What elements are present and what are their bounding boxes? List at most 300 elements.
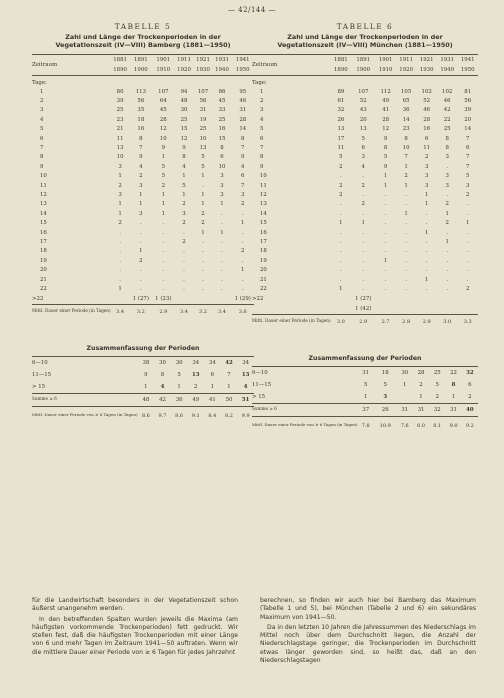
table-cell: 13 [337,126,345,133]
mean2-cell: 9.0 [445,416,461,435]
table-cell: 28 [382,116,390,123]
table-cell: 5 [466,173,470,180]
table-cell: . [384,285,387,292]
year-end: 1930 [196,67,210,73]
table-cell: . [446,191,449,198]
geq22-label: >22 [252,295,264,302]
table-cell: 64 [159,98,167,105]
table-cell: 1 [139,201,143,208]
table-cell: 16 [218,126,226,133]
table-cell: 7 [139,145,143,152]
table-cell: . [425,267,428,274]
summary-cell: 32 [466,369,474,376]
summary-cell: 30 [401,369,409,376]
table-cell: 1 [241,267,245,274]
page-number: — 42/144 — [227,6,277,14]
summe-cell: 37 [358,403,374,416]
table-cell: 10 [218,163,226,170]
table-cell: 2 [241,201,245,208]
table-6-label: TABELLE 6 [336,22,394,31]
table-cell: 3 [220,182,224,189]
table-row [32,134,254,143]
table-cell: 46 [423,107,431,114]
table-cell: 2 [118,182,122,189]
table-cell: . [425,238,428,245]
table-cell: 6 [466,145,470,152]
day-count: 5 [260,126,264,133]
table-row [252,96,478,105]
table-cell: 1 [161,201,165,208]
table-cell: 7 [466,135,470,142]
table-cell: 5 [383,154,388,161]
day-count: 9 [260,163,264,170]
table-cell: 10 [159,135,167,142]
table-cell: 1 [424,276,429,283]
table-row [252,218,478,227]
day-count: 13 [40,201,47,208]
summary-cell: 9 [144,371,148,378]
table-row [252,284,478,293]
table-cell: 2 [201,210,205,217]
day-count: 8 [40,154,44,161]
table-row [252,115,478,124]
table-cell: 1 [361,220,365,227]
summary-cell: 5 [435,381,439,388]
table-cell: . [139,238,142,245]
summary-cell: 2 [468,393,472,400]
table-cell: 6 [220,154,224,161]
mean-cell: 3.2 [194,304,213,319]
table-cell: . [405,267,407,274]
table-cell: 1 [118,285,122,292]
table-cell: 45 [159,107,167,114]
table-cell: . [139,285,142,292]
summary-cell: 8 [451,381,456,388]
table-cell: . [405,276,407,283]
table-cell: 1 [161,210,165,217]
table-cell: . [139,220,142,227]
summary-cell: 28 [417,369,425,376]
year-header-row [252,55,478,65]
body-paragraph: für die Landwirtschaft besonders in der Vegetationszeit schon äußerst unangenehm werden. [32,597,238,613]
table-cell: 2 [466,191,470,198]
summary-label: 11—15 [252,381,272,388]
table-cell: . [384,267,387,274]
table-cell: . [340,201,342,208]
table-cell: . [241,276,244,283]
summary-cell: 5 [177,371,181,378]
table-cell: 49 [382,98,390,105]
summary-cell: 31 [362,369,370,376]
table-cell: 1 [424,201,429,208]
table-cell: 2 [361,201,365,208]
mean2-cell: 8.6 [138,406,155,425]
summary-cell: 3 [383,393,388,400]
table-cell: 8 [404,135,408,142]
table-cell: . [340,248,342,255]
table-cell: 25 [199,126,207,133]
geq22-cell [437,294,458,304]
table-cell: 21 [116,126,124,133]
table-cell: 8 [182,154,186,161]
table-cell: . [362,173,365,180]
table-cell: 2 [339,191,343,198]
table-cell: 112 [380,88,391,95]
year-start: 1881 [334,57,348,63]
table-cell: 4 [139,163,143,170]
table-cell: . [162,229,165,236]
table-cell: . [221,220,223,227]
tage-row [32,78,254,87]
summe-cell: 48 [138,393,155,406]
table-cell: . [202,182,204,189]
table-cell: . [183,276,185,283]
mean2-label: Mittl. Dauer einer Periode von ≥ 6 Tagen (in Tagen) [32,406,138,425]
day-count: 6 [40,135,44,142]
summe-cell: 51 [237,393,254,406]
geq22-cell [396,294,417,304]
day-count: 18 [260,248,267,255]
summary-label: > 15 [252,393,266,400]
table-cell: 15 [218,135,226,142]
summary-cell: 5 [363,381,368,388]
table-cell: 1 [220,229,224,236]
table-cell: . [340,238,342,245]
table-cell: 65 [402,98,410,105]
table-cell: . [405,220,407,227]
day-count: 17 [40,238,47,245]
table-5-main [32,55,254,319]
day-count: 2 [40,98,44,105]
table-cell: . [202,257,204,264]
summe-row [252,403,478,416]
table-cell: 2 [339,182,343,189]
summe-cell: 32 [429,403,445,416]
table-cell: . [466,210,469,217]
day-count: 15 [40,220,47,227]
table-cell: 1 [182,191,186,198]
table-cell: . [183,229,185,236]
table-cell: 5 [161,163,165,170]
table-cell: 2 [361,182,365,189]
day-count: 3 [40,107,44,114]
table-cell: . [340,210,342,217]
day-count: 17 [260,238,267,245]
table-cell: 2 [182,201,186,208]
table-cell: . [362,285,365,292]
table-cell: . [384,191,387,198]
table-cell: . [340,257,342,264]
table-cell: 1 [383,257,388,264]
table-cell: . [183,267,185,274]
day-count: 21 [260,276,267,283]
table-cell: 2 [201,220,205,227]
table-cell: . [425,248,428,255]
day-count: 12 [40,191,47,198]
summary-label: 6—10 [32,359,48,366]
summary-cell: 2 [419,381,423,388]
mean-cell: 3.6 [232,304,254,319]
table-cell: 45 [218,98,226,105]
summary-cell: 5 [383,381,387,388]
table-row [252,162,478,171]
table-cell: 1 [201,173,205,180]
table-cell: . [340,267,342,274]
table-cell: . [362,191,365,198]
year-start: 1931 [215,57,229,63]
table-cell: 8 [383,145,388,152]
table-cell: 15 [180,126,188,133]
year-start: 1911 [399,57,413,63]
table-row [32,265,254,274]
table-cell: . [340,276,342,283]
table-cell: . [425,220,428,227]
year-start: 1941 [235,57,250,63]
table-cell: 107 [197,88,209,95]
table-cell: 1 [161,154,165,161]
table-cell: 1 [161,191,165,198]
table-row [32,106,254,115]
mean2-cell: 9.2 [462,416,478,435]
geq22-cell: 1 (23) [155,295,172,302]
table-cell: 56 [199,98,207,105]
table-row [252,153,478,162]
geq22-row-2 [252,304,478,315]
summary-cell: 34 [192,359,200,366]
year-start: 1901 [156,57,171,63]
geq22-cell [111,294,130,305]
table-cell: 42 [443,107,451,114]
year-start: 1911 [177,57,191,63]
day-count: 16 [260,229,267,236]
table-cell: 7 [466,154,470,161]
table-row [252,125,478,134]
table-cell: 36 [402,107,410,114]
table-cell: . [405,229,407,236]
day-count: 15 [260,220,267,227]
table-cell: 25 [443,126,451,133]
table-cell: . [405,201,407,208]
table-cell: 11 [337,145,345,152]
table-cell: 13 [199,145,207,152]
table-cell: 22 [443,116,451,123]
table-cell: 8 [139,135,143,142]
summe-label: Summe ≥ 6 [252,403,358,416]
table-cell: 1 [404,210,408,217]
table-row [32,125,254,134]
table-row [252,275,478,284]
table-cell: . [466,201,469,208]
table-cell: . [466,276,469,283]
day-count: 16 [40,229,47,236]
table-row [252,181,478,190]
table-cell: 9 [139,154,143,161]
geq22-cell [457,294,478,304]
summe-cell: 31 [445,403,461,416]
table-cell: 4 [182,163,186,170]
table-cell: . [446,285,449,292]
year-end: 1940 [215,67,229,73]
table-cell: . [119,257,121,264]
table-cell: 2 [404,173,408,180]
summary-cell: 1 [451,393,456,400]
table-cell: 4 [241,163,245,170]
table-cell: 43 [359,107,367,114]
zeitraum-label: Zeitraum [252,62,278,68]
table-cell: 1 [445,210,449,217]
body-paragraph: Da in den letzten 10 Jahren die Jahressummen des Niederschlags im Mittel noch über dem Durchschnitt liegen, die Anzahl der Niederschlagstage geringer, die Trockenperioden im Durchschnitt etwas länger geworden sind, so heißt das, daß an den Niederschlagstagen [260,623,476,665]
table-row [32,143,254,152]
mean-label: Mittl. Dauer einer Periode (in Tagen) [32,304,111,319]
table-cell: 1 [139,191,143,198]
table-cell: . [405,238,407,245]
table-cell: 3 [139,182,143,189]
table-cell: . [466,248,469,255]
summary-cell: 25 [433,369,441,376]
year-end: 1910 [156,67,171,73]
mean-cell: 3.4 [175,304,194,319]
table-cell: 3 [466,182,470,189]
table-cell: . [446,248,449,255]
geq22-cell: 1 (29) [234,295,251,302]
day-count: 9 [40,163,44,170]
mean2-cell: 7.6 [397,416,413,435]
table-cell: . [405,257,407,264]
table-cell: 9 [161,145,165,152]
geq22-cell: 1 (27) [355,295,372,302]
table-cell: 25 [116,107,124,114]
table-cell: 2 [445,220,449,227]
table-cell: 1 [445,238,449,245]
summary-cell: 22 [450,369,457,376]
table-row [32,181,254,190]
table-cell: 2 [339,163,343,170]
summary-cell [397,391,413,404]
table-cell: . [340,173,342,180]
year-end: 1900 [356,67,371,73]
table-cell: . [425,210,428,217]
summary-cell: 1 [227,383,231,390]
table-cell: 48 [180,98,188,105]
table-cell: 13 [359,126,367,133]
mean2-row [252,416,478,435]
summary-cell: 7 [227,371,231,378]
geq22-cell [213,294,232,305]
table-cell: . [221,238,223,245]
geq22-cell [175,294,194,305]
table-cell: 6 [361,145,365,152]
year-start: 1931 [440,57,455,63]
table-cell: 94 [180,88,188,95]
geq22-cell: 1 (42) [355,305,372,312]
year-end: 1900 [133,67,148,73]
geq22-cell [396,304,417,315]
summe-cell: 31 [413,403,429,416]
table-cell: 3 [182,210,186,217]
table-cell: 23 [402,126,410,133]
table-cell: 1 [339,285,343,292]
summary-label: > 15 [32,383,46,390]
table-cell: 7 [466,163,470,170]
table-cell: 61 [337,98,345,105]
table-cell: 19 [199,116,207,123]
table-6-main [252,55,478,329]
table-row [252,247,478,256]
mean-cell: 3.0 [331,314,352,329]
table-cell: . [384,220,387,227]
table-cell: . [405,285,407,292]
table-row [252,143,478,152]
table-row [32,256,254,265]
body-text-right [260,597,476,667]
table-cell: 5 [182,182,186,189]
table-cell: . [183,257,185,264]
table-cell: 2 [182,220,186,227]
table-cell: 13 [116,145,124,152]
table-row [252,265,478,274]
table-cell: 9 [383,135,388,142]
year-end: 1920 [399,67,413,73]
table-cell: 2 [139,173,143,180]
table-cell: . [119,276,121,283]
summary-cell: 4 [160,383,165,390]
table-6-summary-title: Zusammenfassung der Perioden [308,354,422,362]
table-cell: . [241,257,244,264]
table-cell: 10 [199,135,207,142]
table-cell: 3 [361,154,365,161]
summary-row [32,357,254,369]
geq22-cell [331,304,352,315]
table-cell: 28 [423,116,431,123]
table-cell: . [162,238,165,245]
table-cell: . [162,248,165,255]
table-cell: 95 [239,88,247,95]
year-end: 1940 [440,67,455,73]
table-cell: 86 [218,88,226,95]
year-end: 1930 [419,67,434,73]
table-row [252,237,478,246]
day-count: 8 [260,154,264,161]
table-cell: 32 [337,107,345,114]
day-count: 3 [260,107,264,114]
tage-label: Tage: [252,79,267,86]
summe-cell: 50 [221,393,238,406]
year-end: 1910 [378,67,393,73]
table-cell: . [139,229,142,236]
table-row [32,190,254,199]
day-count: 11 [40,182,47,189]
table-cell: . [202,285,204,292]
summe-cell: 31 [397,403,413,416]
table-row [252,256,478,265]
table-row [252,172,478,181]
table-row [32,209,254,218]
geq22-label-empty [252,304,331,315]
table-cell: 1 [201,201,205,208]
table-cell: 8 [220,145,224,152]
table-cell: 5 [361,135,365,142]
table-cell: . [162,220,165,227]
body-text-left [32,597,238,659]
table-cell: 1 [424,229,429,236]
table-cell: . [384,248,387,255]
day-count: 18 [40,248,47,255]
table-5-column [32,22,254,425]
table-row [32,218,254,227]
table-row [252,200,478,209]
table-cell: . [405,248,407,255]
table-row [32,162,254,171]
